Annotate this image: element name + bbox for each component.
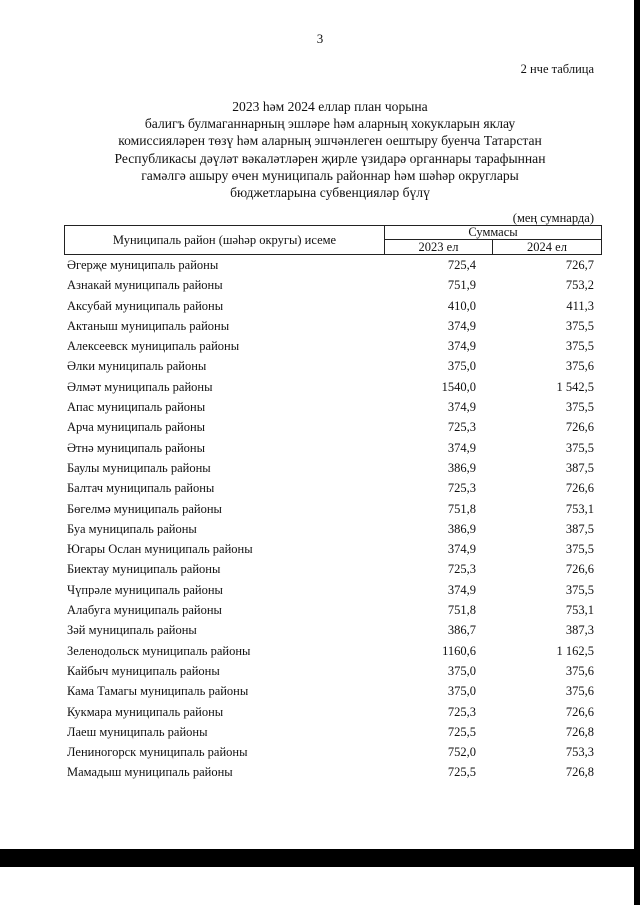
title-line: бюджетларына субвенцияләр бүлү: [230, 185, 430, 201]
municipality-name: Бөгелмә муниципаль районы: [67, 501, 222, 516]
table-row: [64, 438, 602, 458]
value-2023: 374,9: [447, 318, 476, 333]
value-2024: 1 162,5: [556, 643, 594, 658]
value-2024: 753,1: [565, 603, 594, 618]
value-2023: 725,3: [447, 704, 476, 719]
municipality-name: Кукмара муниципаль районы: [67, 704, 224, 719]
value-2024: 387,3: [565, 623, 594, 638]
municipality-name: Лаеш муниципаль районы: [67, 724, 208, 739]
value-2024: 375,6: [565, 663, 594, 678]
value-2023: 375,0: [447, 359, 476, 374]
title-line: Республикасы дәүләт вәкаләтләрен җирле үзидарә органнары тарафыннан: [114, 150, 546, 166]
value-2024: 726,6: [565, 481, 594, 496]
value-2023: 386,7: [447, 623, 476, 638]
value-2024: 726,6: [565, 420, 594, 435]
value-2023: 374,9: [447, 582, 476, 597]
title-line: комиссияләрен төзү һәм аларның эшчәнлеген оештыру буенча Татарстан: [118, 133, 542, 149]
value-2024: 726,6: [565, 704, 594, 719]
value-2024: 753,1: [565, 501, 594, 516]
municipality-name: Буа муниципаль районы: [67, 521, 197, 536]
municipality-name: Аксубай муниципаль районы: [67, 298, 224, 313]
value-2023: 725,3: [447, 481, 476, 496]
value-2023: 374,9: [447, 440, 476, 455]
table-row: [64, 478, 602, 498]
value-2023: 725,5: [447, 765, 476, 780]
value-2023: 751,8: [447, 603, 476, 618]
table-row: [64, 499, 602, 519]
municipality-name: Зәй муниципаль районы: [67, 623, 197, 638]
value-2023: 374,9: [447, 542, 476, 557]
value-2023: 725,4: [447, 258, 476, 272]
table-row: [64, 580, 602, 600]
municipality-name: Алабуга муниципаль районы: [67, 603, 222, 618]
unit-note: (мең сумнарда): [512, 211, 594, 225]
value-2024: 375,5: [565, 582, 594, 597]
municipality-name: Кама Тамагы муниципаль районы: [67, 684, 249, 699]
table-row: [64, 722, 602, 742]
table-row: [64, 377, 602, 397]
value-2024: 375,5: [565, 542, 594, 557]
municipality-name: Актаныш муниципаль районы: [67, 318, 230, 333]
value-2024: 375,5: [565, 400, 594, 415]
value-2024: 726,6: [565, 562, 594, 577]
value-2023: 1540,0: [441, 379, 476, 394]
table-row: [64, 275, 602, 295]
table-row: [64, 742, 602, 762]
table-body: [64, 255, 602, 783]
table-label: 2 нче таблица: [520, 62, 594, 76]
value-2023: 410,0: [447, 298, 476, 313]
table-row: [64, 316, 602, 336]
value-2024: 375,6: [565, 359, 594, 374]
value-2024: 753,2: [565, 278, 594, 293]
value-2024: 387,5: [565, 521, 594, 536]
municipality-name: Кайбыч муниципаль районы: [67, 663, 220, 678]
value-2023: 374,9: [447, 400, 476, 415]
title-line: 2023 һәм 2024 еллар план чорына: [232, 99, 428, 114]
value-2024: 1 542,5: [556, 379, 594, 394]
table-row: [64, 539, 602, 559]
value-2023: 375,0: [447, 684, 476, 699]
municipality-name: Лениногорск муниципаль районы: [67, 745, 248, 760]
table-row: [64, 641, 602, 661]
value-2024: 726,8: [565, 724, 594, 739]
value-2024: 375,5: [565, 440, 594, 455]
table-row: [64, 559, 602, 579]
value-2023: 752,0: [447, 745, 476, 760]
header-municipality-name: Муниципаль район (шәһәр округы) исеме: [64, 225, 384, 255]
table-row: [64, 296, 602, 316]
value-2024: 375,5: [565, 339, 594, 354]
value-2024: 375,6: [565, 684, 594, 699]
municipality-name: Апас муниципаль районы: [67, 400, 206, 415]
value-2023: 725,3: [447, 562, 476, 577]
value-2023: 751,9: [447, 278, 476, 293]
municipality-name: Арча муниципаль районы: [67, 420, 206, 435]
value-2024: 753,3: [565, 745, 594, 760]
value-2023: 1160,6: [442, 643, 476, 658]
title-line: гамәлгә ашыру өчен муниципаль районнар һәм шәһәр округлары: [141, 167, 519, 183]
municipality-name: Алексеевск муниципаль районы: [67, 339, 240, 354]
value-2023: 386,9: [447, 521, 476, 536]
document-title: [60, 98, 600, 201]
header-year-2024: 2024 ел: [492, 239, 602, 255]
scan-edge-bottom: [0, 849, 640, 867]
municipality-name: Югары Ослан муниципаль районы: [67, 542, 253, 557]
table-row: [64, 356, 602, 376]
table-row: [64, 681, 602, 701]
value-2023: 751,8: [447, 501, 476, 516]
municipality-name: Балтач муниципаль районы: [67, 481, 215, 496]
municipality-name: Әлки муниципаль районы: [67, 359, 207, 374]
header-sums: Суммасы: [384, 225, 602, 239]
value-2024: 387,5: [565, 460, 594, 475]
municipality-name: Зеленодольск муниципаль районы: [67, 643, 251, 658]
table-row: [64, 600, 602, 620]
title-line: балигъ булмаганнарның эшләре һәм аларның хокукларын яклау: [144, 116, 516, 132]
table-row: [64, 519, 602, 539]
table-row: [64, 762, 602, 782]
value-2024: 375,5: [565, 318, 594, 333]
municipality-name: Биектау муниципаль районы: [67, 562, 221, 577]
municipality-name: Азнакай муниципаль районы: [67, 278, 223, 293]
municipality-name: Мамадыш муниципаль районы: [67, 765, 233, 780]
value-2023: 386,9: [447, 460, 476, 475]
table-row: [64, 458, 602, 478]
table-row: [64, 661, 602, 681]
value-2023: 375,0: [447, 663, 476, 678]
table-row: [64, 702, 602, 722]
municipality-name: Әгерҗе муниципаль районы: [67, 258, 219, 272]
municipality-name: Әтнә муниципаль районы: [67, 440, 206, 455]
table-row: [64, 620, 602, 640]
value-2023: 725,5: [447, 724, 476, 739]
municipality-name: Чүпрәле муниципаль районы: [67, 582, 223, 597]
value-2023: 374,9: [447, 339, 476, 354]
value-2023: 725,3: [447, 420, 476, 435]
value-2024: 726,8: [565, 765, 594, 780]
page-number: 3: [316, 31, 324, 46]
header-year-2023: 2023 ел: [384, 239, 493, 255]
table-header: [64, 225, 602, 255]
municipality-name: Әлмәт муниципаль районы: [67, 379, 213, 394]
table-row: [64, 336, 602, 356]
table-row: [64, 255, 602, 275]
table-row: [64, 417, 602, 437]
municipality-name: Баулы муниципаль районы: [67, 460, 211, 475]
table-row: [64, 397, 602, 417]
value-2024: 411,3: [566, 298, 594, 313]
value-2024: 726,7: [565, 258, 594, 272]
scan-edge-right: [634, 0, 640, 905]
